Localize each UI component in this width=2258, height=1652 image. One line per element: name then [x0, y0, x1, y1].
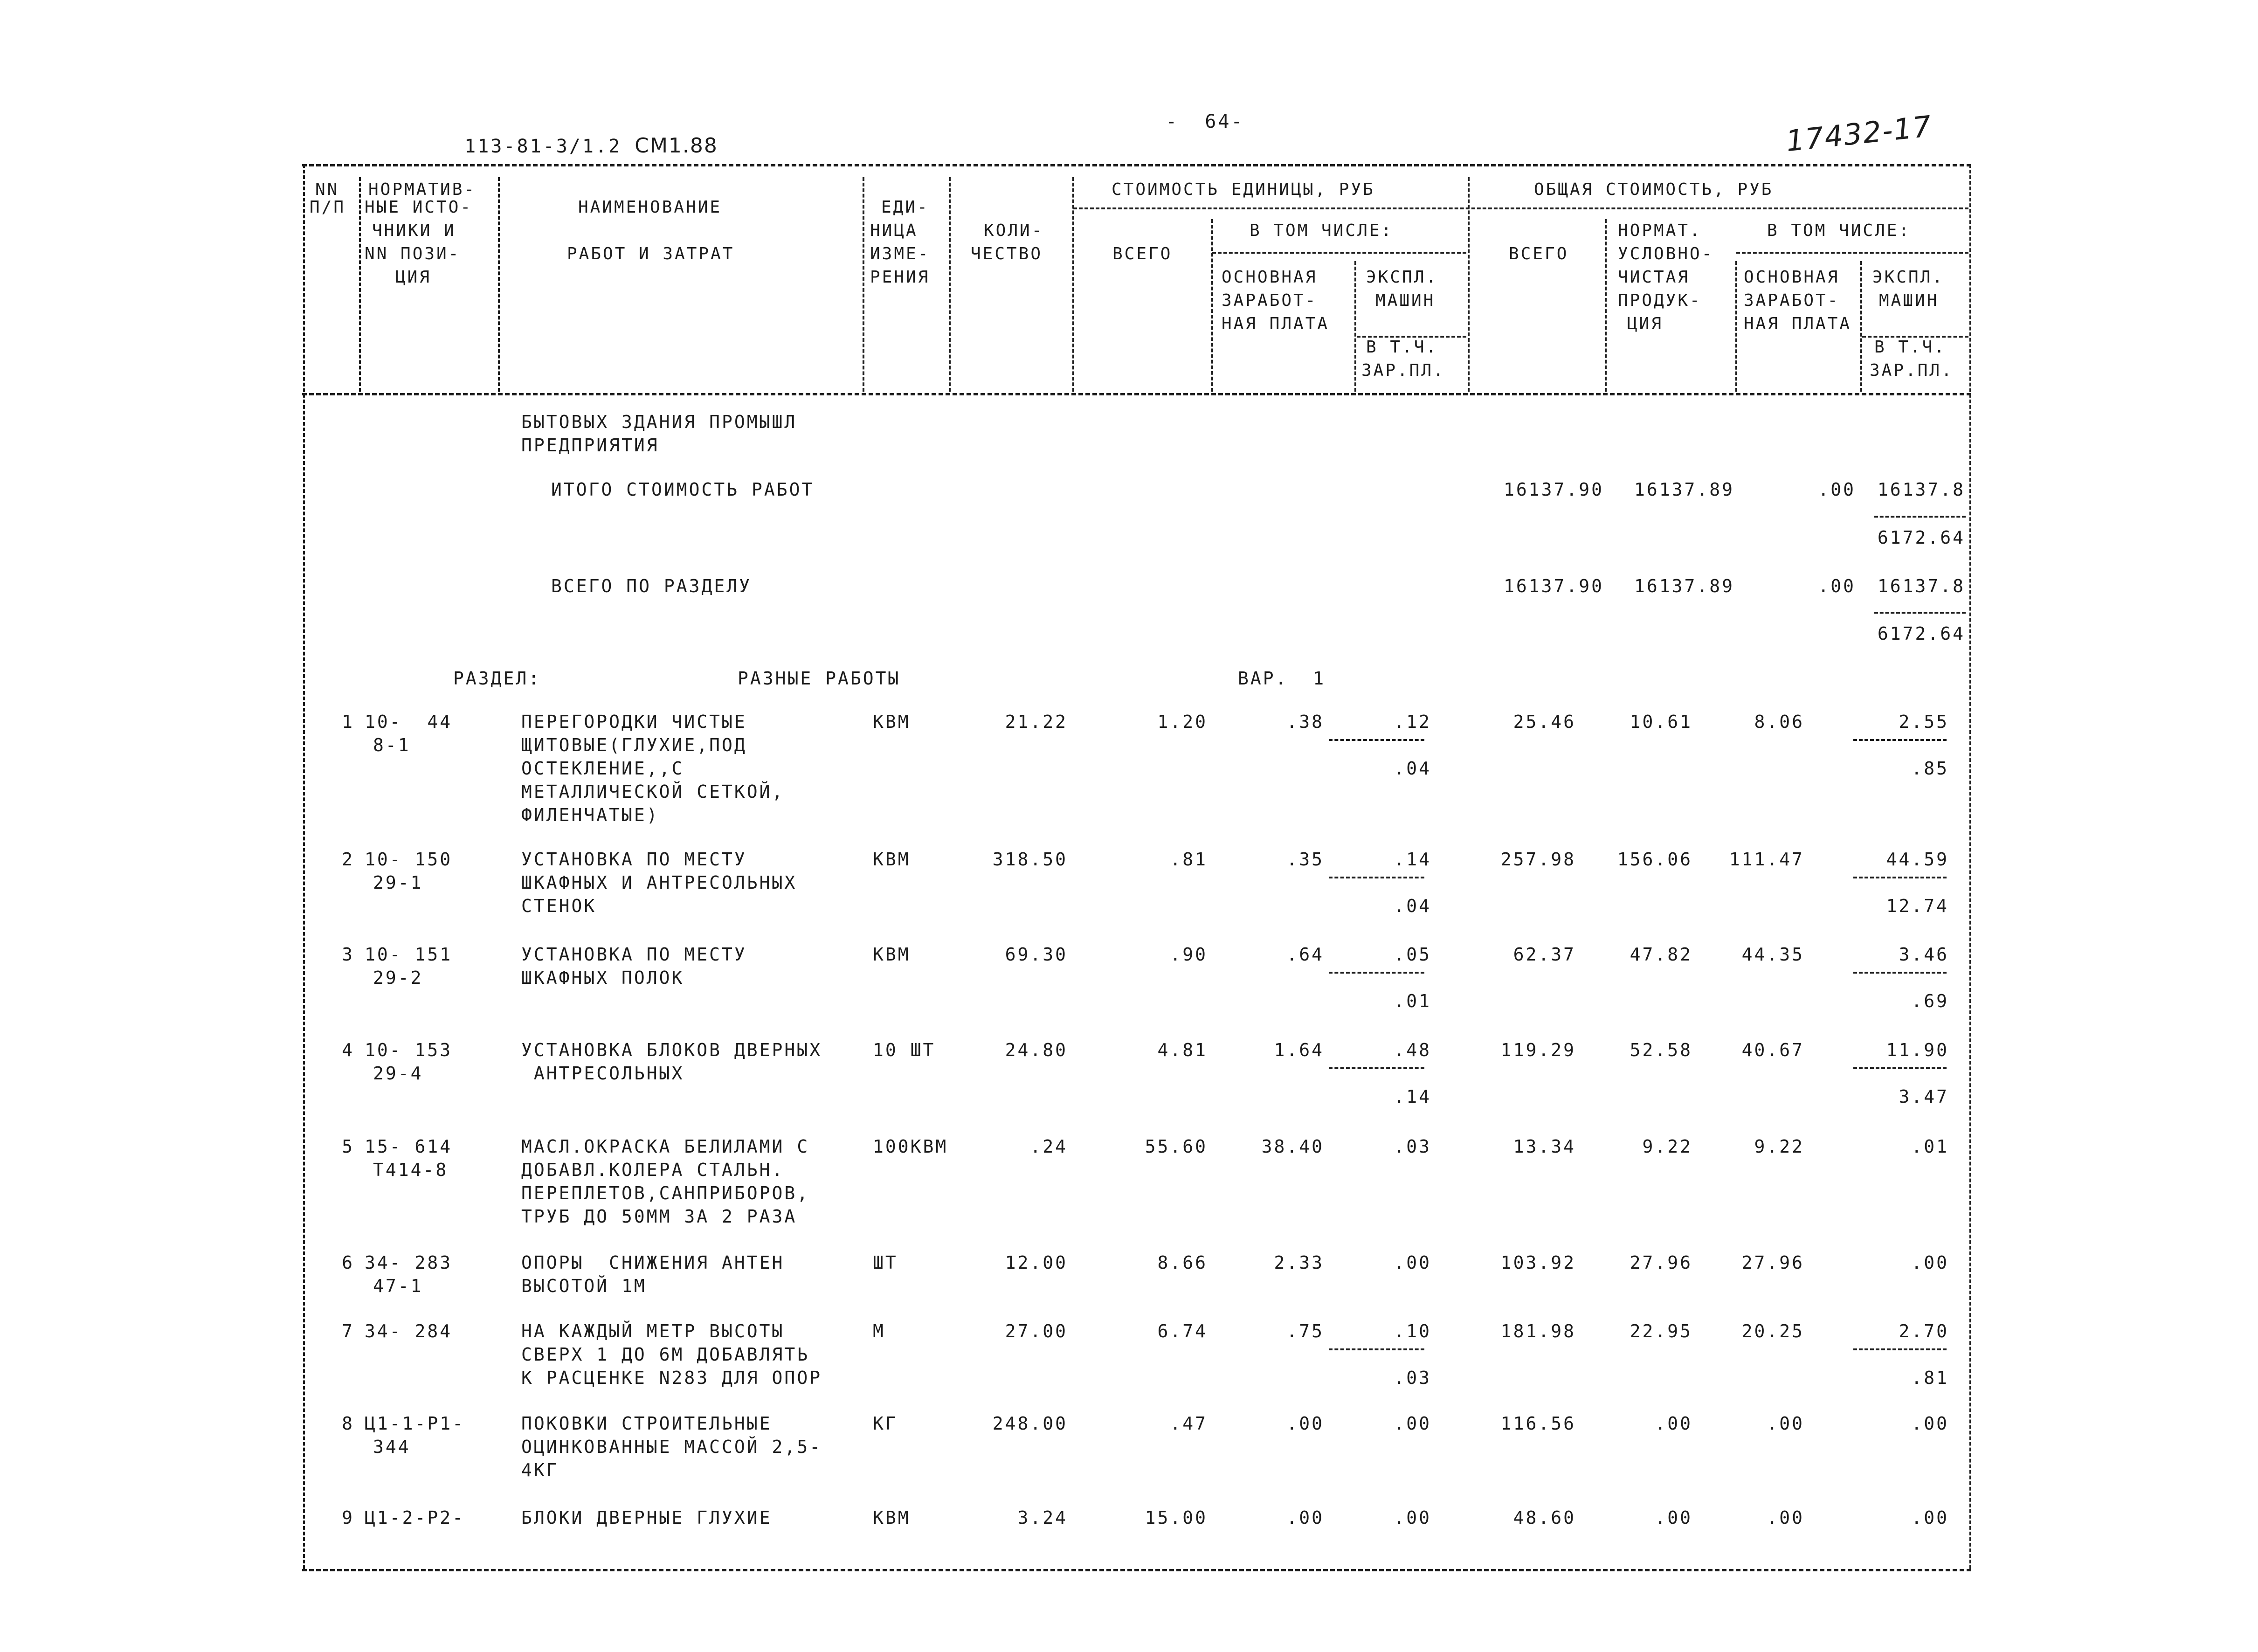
section-label: РАЗДЕЛ: — [453, 668, 541, 689]
row-unit: М — [873, 1321, 885, 1341]
row-code: 34- 283 — [365, 1252, 453, 1273]
row-total-norm: .00 — [1655, 1507, 1692, 1528]
row-name-line: ПЕРЕПЛЕТОВ,САНПРИБОРОВ, — [521, 1183, 810, 1203]
row-unit-machines: .00 — [1394, 1252, 1431, 1273]
row-total-machines-rule — [1853, 877, 1947, 878]
row-unit-total: .81 — [1170, 849, 1208, 870]
row-total: 119.29 — [1500, 1040, 1576, 1060]
row-total-wage: 111.47 — [1729, 849, 1804, 870]
row-total-norm: 9.22 — [1642, 1136, 1692, 1157]
row-unit-machines-rule — [1329, 877, 1424, 878]
row-unit: КВМ — [873, 944, 911, 965]
row-total-norm: 47.82 — [1630, 944, 1692, 965]
row-unit: КВМ — [873, 849, 911, 870]
hdr-norm-4: NN ПОЗИ- — [365, 244, 461, 263]
row-total: 181.98 — [1500, 1321, 1576, 1341]
row-unit-total: 15.00 — [1145, 1507, 1208, 1528]
hdr-total-wage-3: НАЯ ПЛАТА — [1744, 314, 1852, 333]
header-bottom-border — [302, 393, 1971, 395]
row-total-machines: 2.70 — [1899, 1321, 1949, 1341]
row-unit-wage: .35 — [1286, 849, 1324, 870]
row-unit-total: 1.20 — [1157, 712, 1208, 732]
row-quantity: 24.80 — [1005, 1040, 1068, 1060]
row-total-machines: 2.55 — [1899, 712, 1949, 732]
hdr-qty-2: ЧЕСТВО — [971, 244, 1043, 263]
vsego-label: ВСЕГО ПО РАЗДЕЛУ — [551, 576, 752, 596]
row-total-wage: .00 — [1767, 1507, 1804, 1528]
hdr-unit-incl: В ТОМ ЧИСЛЕ: — [1250, 221, 1394, 240]
header-sep-unit-wage — [1354, 261, 1356, 392]
row-number: 8 — [342, 1413, 354, 1434]
row-number: 5 — [342, 1136, 354, 1157]
row-unit-total: 6.74 — [1157, 1321, 1208, 1341]
row-unit-total: 55.60 — [1145, 1136, 1208, 1157]
row-code-position: Т414-8 — [373, 1160, 449, 1180]
row-number: 1 — [342, 712, 354, 732]
row-code: Ц1-2-Р2- — [365, 1507, 465, 1528]
itogo-label: ИТОГО СТОИМОСТЬ РАБОТ — [551, 479, 815, 500]
hdr-total-mach-2: МАШИН — [1879, 291, 1939, 310]
row-unit-wage: .64 — [1286, 944, 1324, 965]
header-sep-total-norm — [1735, 261, 1737, 392]
row-unit-machines-rule — [1329, 972, 1424, 974]
row-unit: КГ — [873, 1413, 898, 1434]
row-total-norm: 52.58 — [1630, 1040, 1692, 1060]
table-top-border — [302, 164, 1971, 166]
row-code-position: 29-2 — [373, 968, 423, 988]
row-total-norm: .00 — [1655, 1413, 1692, 1434]
hdr-nn-1: NN — [315, 180, 339, 199]
hdr-total-norm-5: ЦИЯ — [1627, 314, 1664, 333]
vsego-mach-wage: 6172.64 — [1877, 623, 1965, 644]
row-unit-wage: .38 — [1286, 712, 1324, 732]
document-code: 113-81-3/1.2 СМ1.88 — [464, 134, 718, 158]
table-bottom-border — [302, 1569, 1971, 1571]
row-quantity: 248.00 — [992, 1413, 1068, 1434]
row-name-line: БЛОКИ ДВЕРНЫЕ ГЛУХИЕ — [521, 1507, 772, 1528]
hdr-norm-3: ЧНИКИ И — [372, 221, 456, 240]
vsego-wage: .00 — [1818, 576, 1856, 596]
row-unit: ШТ — [873, 1252, 898, 1273]
row-total-machines-rule — [1853, 1348, 1947, 1350]
row-unit-wage: 1.64 — [1274, 1040, 1324, 1060]
row-total-machines-wage: .81 — [1911, 1368, 1949, 1388]
row-unit-machines-rule — [1329, 1067, 1424, 1069]
row-total-wage: 20.25 — [1741, 1321, 1804, 1341]
row-unit-machines-wage: .14 — [1394, 1086, 1431, 1107]
section-variant: ВАР. 1 — [1238, 668, 1326, 689]
row-code: 10- 151 — [365, 944, 453, 965]
table-left-border — [303, 164, 305, 1569]
section-name: РАЗНЫЕ РАБОТЫ — [738, 668, 901, 689]
row-name-line: УСТАНОВКА ПО МЕСТУ — [521, 849, 747, 870]
row-unit-machines: .05 — [1394, 944, 1431, 965]
row-code-position: 47-1 — [373, 1276, 423, 1296]
row-total: 103.92 — [1500, 1252, 1576, 1273]
hdr-unit-3: ИЗМЕ- — [870, 244, 930, 263]
table-right-border — [1969, 164, 1971, 1569]
row-total-norm: 22.95 — [1630, 1321, 1692, 1341]
row-total-machines: 44.59 — [1886, 849, 1949, 870]
row-name-line: УСТАНОВКА ПО МЕСТУ — [521, 944, 747, 965]
row-total-machines-rule — [1853, 1067, 1947, 1069]
prev-section-name-2: ПРЕДПРИЯТИЯ — [521, 435, 659, 456]
row-quantity: 3.24 — [1017, 1507, 1068, 1528]
row-total-machines: .00 — [1911, 1413, 1949, 1434]
hdr-norm-1: НОРМАТИВ- — [368, 180, 476, 199]
row-quantity: 27.00 — [1005, 1321, 1068, 1341]
hdr-unit-wage-1: ОСНОВНАЯ — [1222, 268, 1318, 287]
itogo-wage: .00 — [1818, 479, 1856, 500]
hdr-unit-mach-1: ЭКСПЛ. — [1366, 268, 1438, 287]
row-number: 2 — [342, 849, 354, 870]
row-name-line: ОЦИНКОВАННЫЕ МАССОЙ 2,5- — [521, 1437, 822, 1457]
row-name-line: УСТАНОВКА БЛОКОВ ДВЕРНЫХ — [521, 1040, 822, 1060]
row-name-line: ДОБАВЛ.КОЛЕРА СТАЛЬН. — [521, 1160, 785, 1180]
hdr-total-norm-1: НОРМАТ. — [1618, 221, 1702, 240]
vsego-total: 16137.90 — [1503, 576, 1604, 596]
row-unit: 100КВМ — [873, 1136, 948, 1157]
row-total-machines-wage: .85 — [1911, 758, 1949, 779]
row-code-position: 29-4 — [373, 1063, 423, 1084]
header-sep-qty — [1072, 177, 1074, 392]
hdr-total-norm-4: ПРОДУК- — [1618, 291, 1702, 310]
row-unit-machines-wage: .04 — [1394, 896, 1431, 916]
row-total-wage: .00 — [1767, 1413, 1804, 1434]
prev-section-name-1: БЫТОВЫХ ЗДАНИЯ ПРОМЫШЛ — [521, 412, 797, 432]
row-total-machines: .01 — [1911, 1136, 1949, 1157]
row-unit-machines: .03 — [1394, 1136, 1431, 1157]
row-total-wage: 27.96 — [1741, 1252, 1804, 1273]
row-total-wage: 8.06 — [1754, 712, 1804, 732]
row-unit-total: .47 — [1170, 1413, 1208, 1434]
handwritten-number: 17432-17 — [1784, 109, 1934, 159]
hdr-norm-5: ЦИЯ — [395, 268, 432, 287]
row-unit-machines-wage: .01 — [1394, 991, 1431, 1011]
hdr-unit-4: РЕНИЯ — [870, 268, 930, 287]
row-unit-total: .90 — [1170, 944, 1208, 965]
row-unit: 10 ШТ — [873, 1040, 936, 1060]
hdr-unit-mach-4: ЗАР.ПЛ. — [1361, 361, 1445, 380]
hdr-name-2: РАБОТ И ЗАТРАТ — [567, 244, 735, 263]
hdr-qty-1: КОЛИ- — [984, 221, 1044, 240]
row-quantity: 318.50 — [992, 849, 1068, 870]
header-sep-unit-total — [1211, 219, 1213, 392]
hdr-total-incl: В ТОМ ЧИСЛЕ: — [1767, 221, 1911, 240]
hdr-total-cost-title: ОБЩАЯ СТОИМОСТЬ, РУБ — [1534, 180, 1774, 199]
row-unit-wage: 2.33 — [1274, 1252, 1324, 1273]
row-unit-wage: 38.40 — [1261, 1136, 1324, 1157]
row-code-position: 8-1 — [373, 735, 411, 755]
row-name-line: СВЕРХ 1 ДО 6М ДОБАВЛЯТЬ — [521, 1344, 810, 1365]
row-unit-wage: .75 — [1286, 1321, 1324, 1341]
row-total-machines-wage: 12.74 — [1886, 896, 1949, 916]
row-total-machines-rule — [1853, 739, 1947, 741]
row-total-machines: 3.46 — [1899, 944, 1949, 965]
row-name-line: ТРУБ ДО 50ММ ЗА 2 РАЗА — [521, 1206, 797, 1227]
header-sep-norm — [498, 177, 500, 392]
row-number: 3 — [342, 944, 354, 965]
row-code: Ц1-1-Р1- — [365, 1413, 465, 1434]
hdr-nn-2: П/П — [310, 198, 346, 217]
row-name-line: 4КГ — [521, 1460, 559, 1480]
row-total-norm: 156.06 — [1617, 849, 1692, 870]
hdr-total-norm-3: ЧИСТАЯ — [1618, 268, 1690, 287]
row-name-line: ПЕРЕГОРОДКИ ЧИСТЫЕ — [521, 712, 747, 732]
row-unit-machines-rule — [1329, 1348, 1424, 1350]
row-unit-wage: .00 — [1286, 1413, 1324, 1434]
hdr-unit-wage-3: НАЯ ПЛАТА — [1222, 314, 1330, 333]
itogo-norm: 16137.89 — [1634, 479, 1734, 500]
row-total-machines-wage: 3.47 — [1899, 1086, 1949, 1107]
header-rule-total-incl — [1736, 252, 1968, 254]
row-name-line: К РАСЦЕНКЕ N283 ДЛЯ ОПОР — [521, 1368, 822, 1388]
row-total: 25.46 — [1513, 712, 1576, 732]
row-unit-machines-rule — [1329, 739, 1424, 741]
row-quantity: 69.30 — [1005, 944, 1068, 965]
header-rule-unit-incl — [1212, 252, 1466, 254]
hdr-total-wage-2: ЗАРАБОТ- — [1744, 291, 1840, 310]
itogo-mach-wage: 6172.64 — [1877, 527, 1965, 548]
row-number: 7 — [342, 1321, 354, 1341]
row-number: 4 — [342, 1040, 354, 1060]
header-sep-unit-cost — [1468, 177, 1470, 392]
row-code: 10- 153 — [365, 1040, 453, 1060]
hdr-unit-mach-3: В Т.Ч. — [1366, 338, 1438, 357]
row-code: 34- 284 — [365, 1321, 453, 1341]
hdr-unit-wage-2: ЗАРАБОТ- — [1222, 291, 1318, 310]
header-sep-name — [863, 177, 864, 392]
row-unit-machines-wage: .03 — [1394, 1368, 1431, 1388]
header-sep-total-wage — [1860, 261, 1862, 392]
row-number: 6 — [342, 1252, 354, 1273]
header-sep-unit — [949, 177, 951, 392]
row-unit-machines: .00 — [1394, 1507, 1431, 1528]
row-name-line: ФИЛЕНЧАТЫЕ) — [521, 805, 659, 825]
vsego-rule — [1874, 612, 1966, 614]
row-name-line: ОСТЕКЛЕНИЕ,,С — [521, 758, 684, 779]
row-code: 10- 44 — [365, 712, 453, 732]
hdr-total-norm-2: УСЛОВНО- — [1618, 244, 1714, 263]
vsego-mach: 16137.8 — [1877, 576, 1965, 596]
row-total-machines: 11.90 — [1886, 1040, 1949, 1060]
row-name-line: ПОКОВКИ СТРОИТЕЛЬНЫЕ — [521, 1413, 772, 1434]
hdr-total-mach-3: В Т.Ч. — [1874, 338, 1947, 357]
hdr-total-wage-1: ОСНОВНАЯ — [1744, 268, 1840, 287]
header-sep-nn — [359, 177, 361, 392]
row-unit-machines: .14 — [1394, 849, 1431, 870]
row-total-wage: 44.35 — [1741, 944, 1804, 965]
row-name-line: ЩИТОВЫЕ(ГЛУХИЕ,ПОД — [521, 735, 747, 755]
row-name-line: СТЕНОК — [521, 896, 597, 916]
row-total-machines: .00 — [1911, 1252, 1949, 1273]
itogo-mach: 16137.8 — [1877, 479, 1965, 500]
row-code: 15- 614 — [365, 1136, 453, 1157]
row-unit-total: 8.66 — [1157, 1252, 1208, 1273]
row-name-line: МЕТАЛЛИЧЕСКОЙ СЕТКОЙ, — [521, 781, 785, 802]
row-total-wage: 9.22 — [1754, 1136, 1804, 1157]
row-total: 62.37 — [1513, 944, 1576, 965]
row-total: 13.34 — [1513, 1136, 1576, 1157]
row-unit-wage: .00 — [1286, 1507, 1324, 1528]
row-unit-machines-wage: .04 — [1394, 758, 1431, 779]
row-total-machines-wage: .69 — [1911, 991, 1949, 1011]
hdr-total-mach-1: ЭКСПЛ. — [1872, 268, 1945, 287]
row-unit-machines: .48 — [1394, 1040, 1431, 1060]
hdr-total-total: ВСЕГО — [1509, 244, 1569, 263]
row-number: 9 — [342, 1507, 354, 1528]
row-total: 48.60 — [1513, 1507, 1576, 1528]
itogo-rule — [1874, 516, 1966, 518]
row-unit: КВМ — [873, 1507, 911, 1528]
row-unit: КВМ — [873, 712, 911, 732]
row-name-line: АНТРЕСОЛЬНЫХ — [521, 1063, 684, 1084]
row-code-position: 344 — [373, 1437, 411, 1457]
row-total-machines: .00 — [1911, 1507, 1949, 1528]
header-rule-cost-titles — [1073, 207, 1968, 209]
hdr-unit-1: ЕДИ- — [881, 198, 929, 217]
row-total-wage: 40.67 — [1741, 1040, 1804, 1060]
row-name-line: ВЫСОТОЙ 1М — [521, 1276, 647, 1296]
row-unit-machines: .00 — [1394, 1413, 1431, 1434]
row-unit-machines: .12 — [1394, 712, 1431, 732]
row-total-norm: 10.61 — [1630, 712, 1692, 732]
row-name-line: ШКАФНЫХ И АНТРЕСОЛЬНЫХ — [521, 872, 797, 893]
row-total: 116.56 — [1500, 1413, 1576, 1434]
hdr-unit-mach-2: МАШИН — [1375, 291, 1436, 310]
header-sep-total-total — [1605, 219, 1607, 392]
hdr-unit-2: НИЦА — [870, 221, 918, 240]
row-name-line: МАСЛ.ОКРАСКА БЕЛИЛАМИ С — [521, 1136, 810, 1157]
hdr-unit-total: ВСЕГО — [1112, 244, 1173, 263]
row-name-line: ШКАФНЫХ ПОЛОК — [521, 968, 684, 988]
row-name-line: ОПОРЫ СНИЖЕНИЯ АНТЕН — [521, 1252, 785, 1273]
itogo-total: 16137.90 — [1503, 479, 1604, 500]
hdr-total-mach-4: ЗАР.ПЛ. — [1870, 361, 1954, 380]
row-code-position: 29-1 — [373, 872, 423, 893]
row-quantity: 12.00 — [1005, 1252, 1068, 1273]
hdr-unit-cost-title: СТОИМОСТЬ ЕДИНИЦЫ, РУБ — [1112, 180, 1375, 199]
vsego-norm: 16137.89 — [1634, 576, 1734, 596]
row-quantity: .24 — [1030, 1136, 1068, 1157]
row-code: 10- 150 — [365, 849, 453, 870]
row-total: 257.98 — [1500, 849, 1576, 870]
hdr-name-1: НАИМЕНОВАНИЕ — [578, 198, 722, 217]
row-unit-machines: .10 — [1394, 1321, 1431, 1341]
row-total-machines-rule — [1853, 972, 1947, 974]
hdr-norm-2: НЫЕ ИСТО- — [365, 198, 473, 217]
row-name-line: НА КАЖДЫЙ МЕТР ВЫСОТЫ — [521, 1321, 785, 1341]
row-quantity: 21.22 — [1005, 712, 1068, 732]
row-total-norm: 27.96 — [1630, 1252, 1692, 1273]
row-unit-total: 4.81 — [1157, 1040, 1208, 1060]
page-number: - 64- — [1166, 111, 1244, 132]
